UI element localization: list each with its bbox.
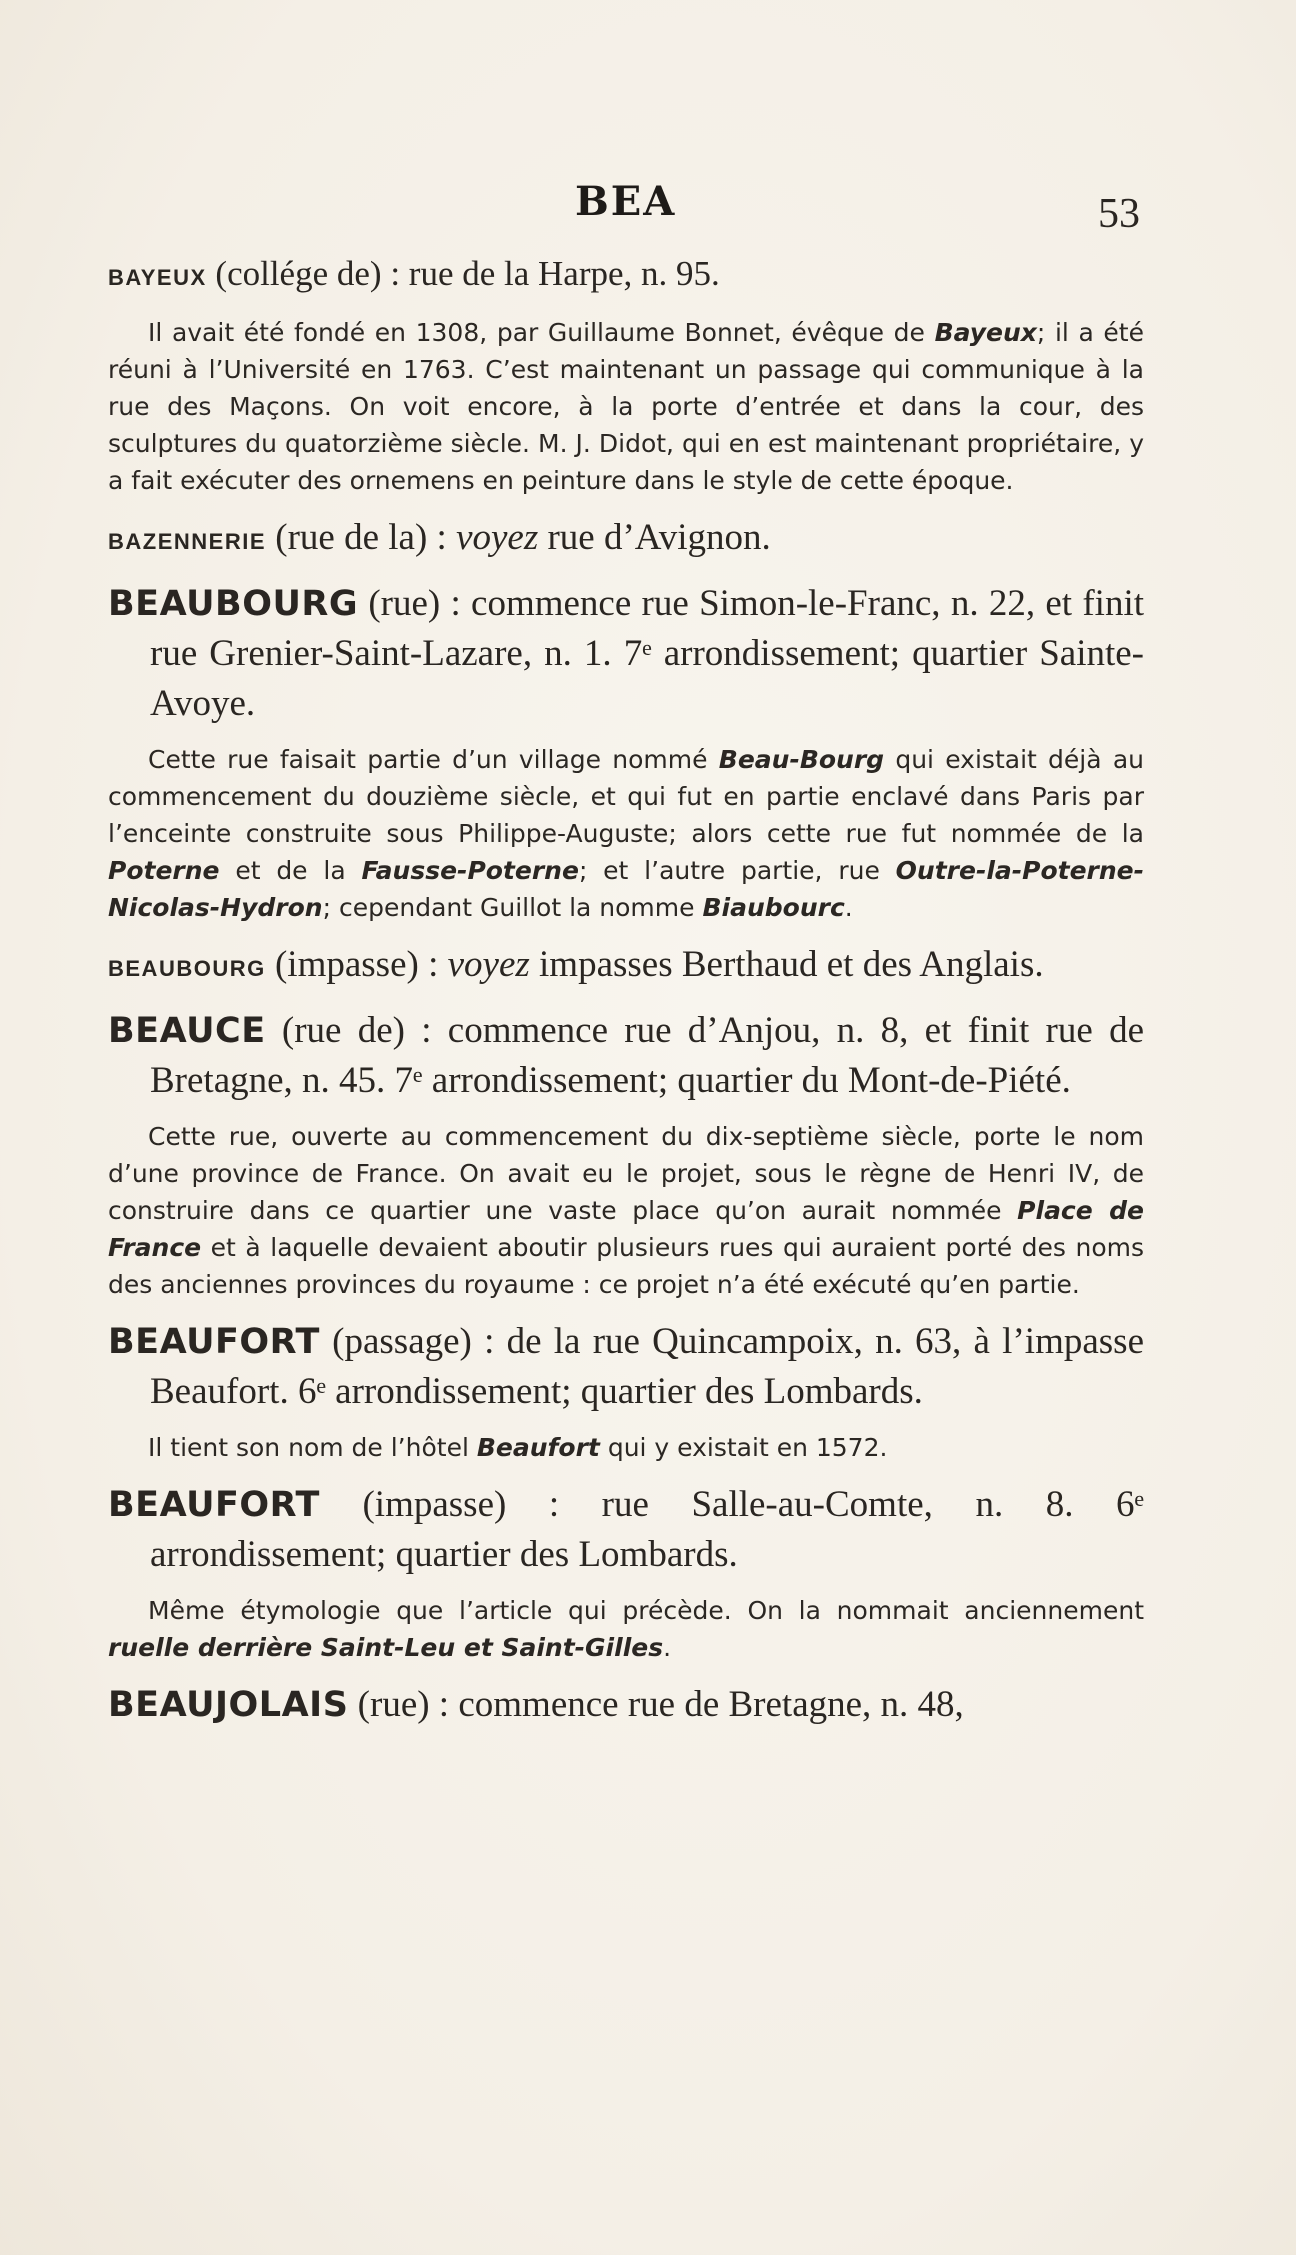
entry-beaujolais bbox=[108, 1680, 1144, 1730]
note-text: ; cependant Guillot la nomme bbox=[322, 893, 703, 922]
note-text: qui existait déjà au commencement du douzième siècle, et qui fut en partie enclavé dans Paris par l’enceinte construite sous Philippe-Auguste; alors cette rue fut nommée de la bbox=[108, 745, 1144, 848]
entry-text: (rue de) : commence rue d’Anjou, n. 8, et finit rue de Bretagne, n. 45. 7ᵉ arrondissement; quartier du Mont-de-Piété. bbox=[150, 1010, 1144, 1101]
entry-text: (impasse) : bbox=[265, 944, 448, 985]
note-text: . bbox=[663, 1633, 672, 1662]
entry-text: (rue de la) : bbox=[266, 517, 457, 558]
entry-text: (rue) : commence rue Simon-le-Franc, n. 22, et finit rue Grenier-Saint-Lazare, n. 1. 7ᵉ arrondissement; quartier Sainte-Avoye. bbox=[150, 583, 1144, 724]
entry-note-beaubourg-rue bbox=[108, 741, 1144, 926]
entry-headword: BEAUBOURG bbox=[108, 956, 266, 981]
note-text: ; il a été réuni à l’Université en 1763. C’est maintenant un passage qui communique à la rue des Maçons. On voit encore, à la porte d’entrée et dans la cour, des sculptures du quatorzième siècle. M. J. Didot, qui en est maintenant propriétaire, y a fait exécuter des ornemens en peinture dans le style de cette époque. bbox=[108, 318, 1144, 495]
entry-text: impasses Berthaud et des Anglais. bbox=[529, 944, 1044, 985]
note-text: Cette rue faisait partie d’un village nommé bbox=[148, 745, 719, 774]
note-text: qui y existait en 1572. bbox=[599, 1433, 888, 1462]
note-text: Il avait été fondé en 1308, par Guillaume Bonnet, évêque de bbox=[148, 318, 935, 347]
entry-beaubourg-impasse bbox=[108, 940, 1144, 994]
entry-note-bayeux bbox=[108, 314, 1144, 499]
note-italic: ruelle derrière Saint-Leu et Saint-Gilles bbox=[108, 1633, 664, 1662]
note-text: Cette rue, ouverte au commencement du dix-septième siècle, porte le nom d’une province de France. On avait eu le projet, sous le règne de Henri IV, de construire dans ce quartier une vaste place qu’on aurait nommée bbox=[108, 1122, 1144, 1225]
entry-italic: voyez bbox=[447, 944, 530, 985]
entry-text: (collége de) : rue de la Harpe, n. 95. bbox=[206, 254, 720, 293]
entry-note-beaufort-impasse bbox=[108, 1592, 1144, 1666]
entry-text: (impasse) : rue Salle-au-Comte, n. 8. 6ᵉ arrondissement; quartier des Lombards. bbox=[150, 1484, 1144, 1575]
page-body bbox=[108, 250, 1144, 1742]
note-text: . bbox=[844, 893, 853, 922]
entry-beauce bbox=[108, 1006, 1144, 1106]
entry-headword: BEAUFORT bbox=[108, 1485, 320, 1525]
note-text: et de la bbox=[219, 856, 362, 885]
note-italic: Fausse-Poterne bbox=[361, 856, 579, 885]
note-italic: Biaubourc bbox=[702, 893, 845, 922]
entry-bayeux bbox=[108, 250, 1144, 302]
note-italic: Outre-la-Poterne-Nicolas-Hydron bbox=[108, 856, 1144, 922]
entry-text: (passage) : de la rue Quincampoix, n. 63, à l’impasse Beaufort. 6ᵉ arrondissement; quartier des Lombards. bbox=[150, 1321, 1144, 1412]
note-italic: Bayeux bbox=[934, 318, 1037, 347]
entry-beaufort-impasse bbox=[108, 1480, 1144, 1580]
note-italic: Beaufort bbox=[476, 1433, 600, 1462]
note-italic: Poterne bbox=[108, 856, 220, 885]
entry-bazennerie bbox=[108, 513, 1144, 567]
entry-beaubourg-rue bbox=[108, 579, 1144, 729]
entry-italic: voyez bbox=[456, 517, 539, 558]
entry-headword: BAYEUX bbox=[108, 265, 207, 290]
entry-note-beauce bbox=[108, 1118, 1144, 1303]
note-text: et à laquelle devaient aboutir plusieurs rues qui auraient porté des noms des anciennes provinces du royaume : ce projet n’a été exécuté qu’en partie. bbox=[108, 1233, 1144, 1299]
note-text: Même étymologie que l’article qui précède. On la nommait anciennement bbox=[148, 1596, 1144, 1625]
note-text: Il tient son nom de l’hôtel bbox=[148, 1433, 477, 1462]
page-number: 53 bbox=[1098, 191, 1140, 237]
entry-beaufort-passage bbox=[108, 1317, 1144, 1417]
entry-text: (rue) : commence rue de Bretagne, n. 48, bbox=[348, 1684, 964, 1725]
entry-headword: BAZENNERIE bbox=[108, 529, 267, 554]
entry-text: rue d’Avignon. bbox=[538, 517, 771, 558]
entry-headword: BEAUJOLAIS bbox=[108, 1685, 349, 1725]
note-text: ; et l’autre partie, rue bbox=[578, 856, 896, 885]
entry-headword: BEAUCE bbox=[108, 1011, 266, 1051]
running-head: BEA bbox=[575, 178, 677, 225]
note-italic: Beau-Bourg bbox=[718, 745, 885, 774]
entry-headword: BEAUFORT bbox=[108, 1322, 320, 1362]
entry-note-beaufort-passage bbox=[108, 1429, 1144, 1466]
entry-headword: BEAUBOURG bbox=[108, 584, 359, 624]
note-italic: Place de France bbox=[108, 1196, 1144, 1262]
